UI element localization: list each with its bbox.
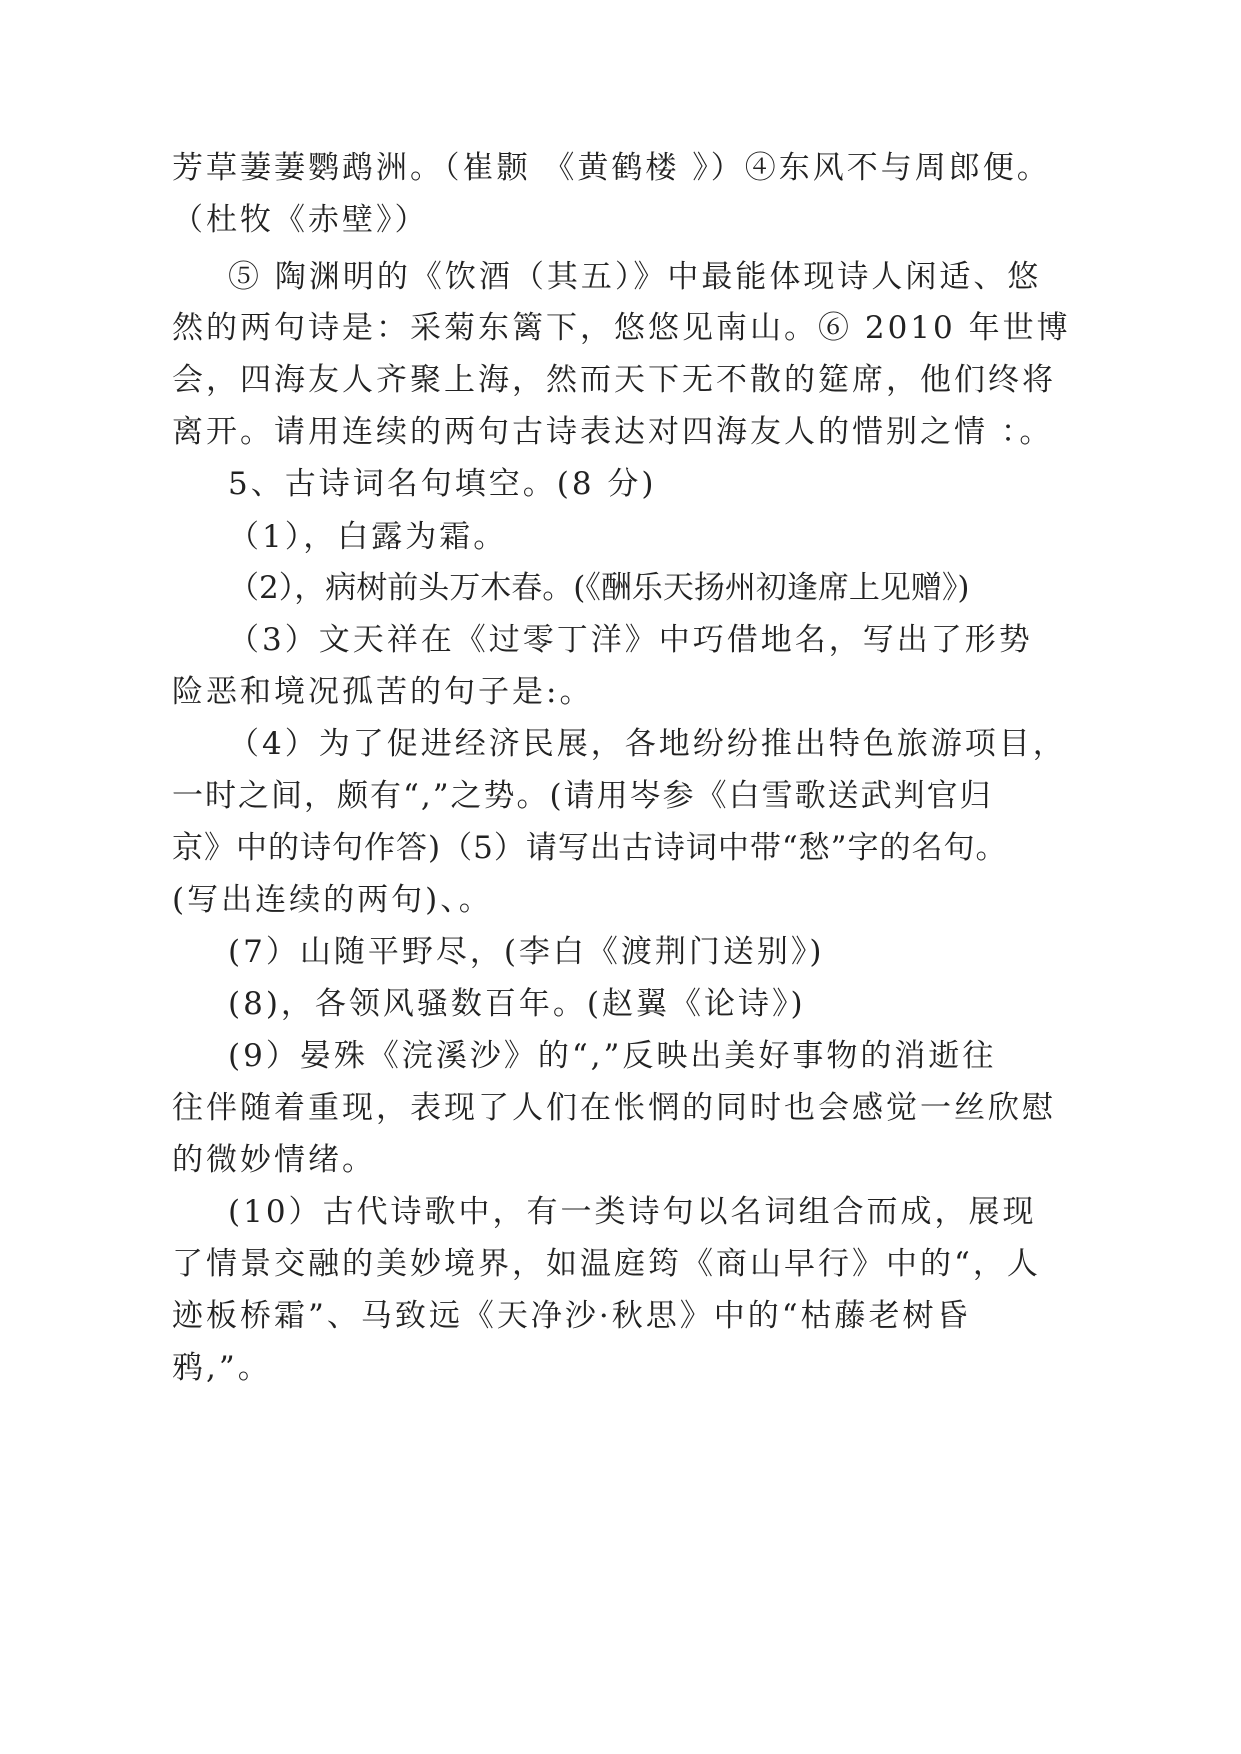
text-line-16: (7）山随平野尽，(李白《渡荆门送别》) — [228, 934, 825, 970]
text-line-5: 会，四海友人齐聚上海，然而天下无不散的筵席，他们终将 — [172, 362, 1056, 398]
text-line-22: 了情景交融的美妙境界，如温庭筠《商山早行》中的“，人 — [172, 1246, 1041, 1282]
text-line-20: 的微妙情绪。 — [172, 1142, 376, 1178]
text-line-23: 迹板桥霜”、马致远《天净沙·秋思》中的“枯藤老树昏 — [172, 1298, 971, 1334]
text-line-14: 京》中的诗句作答)（5）请写出古诗词中带“愁”字的名句。 — [172, 830, 1008, 866]
text-line-4: 然的两句诗是：采菊东篱下，悠悠见南山。⑥ 2010 年世博 — [172, 310, 1071, 346]
text-line-11: 险恶和境况孤苦的句子是:。 — [172, 674, 594, 710]
text-line-17: (8)，各领风骚数百年。(赵翼《论诗》) — [228, 986, 806, 1022]
text-line-10: （3）文天祥在《过零丁洋》中巧借地名，写出了形势 — [228, 622, 1033, 658]
text-line-3: ⑤ 陶渊明的《饮酒（其五）》中最能体现诗人闲适、悠 — [228, 259, 1042, 295]
text-line-21: (10）古代诗歌中，有一类诗句以名词组合而成，展现 — [228, 1194, 1037, 1230]
text-line-12: （4）为了促进经济民展，各地纷纷推出特色旅游项目， — [228, 726, 1067, 762]
text-line-9: （2），病树前头万木春。(《酬乐天扬州初逢席上见赠》) — [228, 570, 970, 606]
text-line-1: 芳草萋萋鹦鹉洲。（崔颢 《黄鹤楼 》）④东风不与周郎便。 — [172, 150, 1051, 186]
text-line-15: (写出连续的两句)、。 — [172, 882, 493, 918]
text-line-13: 一时之间，颇有“,”之势。(请用岑参《白雪歌送武判官归 — [172, 778, 993, 814]
text-line-24: 鸦,”。 — [172, 1350, 272, 1386]
text-line-6: 离开。请用连续的两句古诗表达对四海友人的惜别之情 ：。 — [172, 414, 1054, 450]
text-line-2: （杜牧《赤壁》） — [172, 202, 429, 238]
text-line-7: 5、古诗词名句填空。(8 分) — [228, 466, 657, 502]
text-line-8: （1），白露为霜。 — [228, 519, 508, 555]
text-line-19: 往伴随着重现，表现了人们在怅惘的同时也会感觉一丝欣慰 — [172, 1090, 1056, 1126]
text-line-18: (9）晏殊《浣溪沙》的“,”反映出美好事物的消逝往 — [228, 1038, 997, 1074]
